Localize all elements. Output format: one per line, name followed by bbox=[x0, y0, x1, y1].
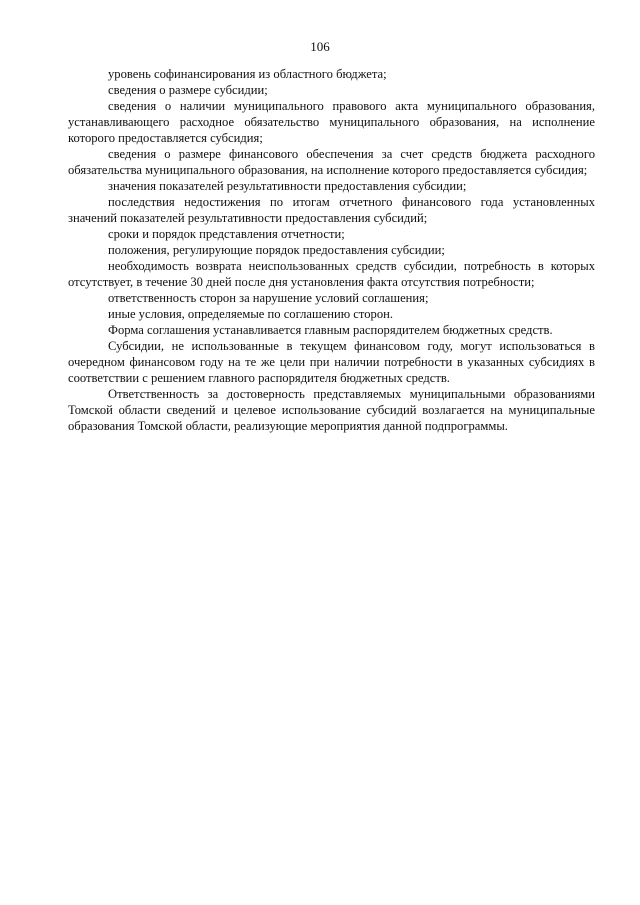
page-number: 106 bbox=[310, 39, 330, 54]
paragraph: уровень софинансирования из областного бюджета; bbox=[108, 67, 387, 81]
document-body bbox=[68, 66, 595, 434]
paragraph: значения показателей результативности предоставления субсидии; bbox=[108, 179, 467, 193]
paragraph: иные условия, определяемые по соглашению сторон. bbox=[108, 307, 394, 321]
paragraph: Форма соглашения устанавливается главным распорядителем бюджетных средств. bbox=[108, 323, 553, 337]
paragraph: Субсидии, не использованные в текущем финансовом году, могут использоваться в очередном финансовом году на те же цели при наличии потребности в указанных субсидиях в соответствии с решением главного распорядителя бюджетных средств. bbox=[68, 339, 595, 385]
paragraph: сведения о размере субсидии; bbox=[108, 83, 268, 97]
paragraph: последствия недостижения по итогам отчетного финансового года установленных значений показателей результативности предоставления субсидий; bbox=[68, 195, 595, 225]
paragraph: Ответственность за достоверность представляемых муниципальными образованиями Томской области сведений и целевое использование субсидий возлагается на муниципальные образования Томской области, реализующие мероприятия данной подпрограммы. bbox=[68, 387, 595, 433]
paragraph: необходимость возврата неиспользованных средств субсидии, потребность в которых отсутствует, в течение 30 дней после дня установления факта отсутствия потребности; bbox=[68, 259, 595, 289]
paragraph: сведения о размере финансового обеспечения за счет средств бюджета расходного обязательства муниципального образования, на исполнение которого предоставляется субсидия; bbox=[68, 147, 595, 177]
paragraph: сведения о наличии муниципального правового акта муниципального образования, устанавливающего расходное обязательство муниципального образования, на исполнение которого предоставляется субсидия; bbox=[68, 99, 595, 145]
paragraph: сроки и порядок представления отчетности; bbox=[108, 227, 345, 241]
paragraph: ответственность сторон за нарушение условий соглашения; bbox=[108, 291, 429, 305]
paragraph: положения, регулирующие порядок предоставления субсидии; bbox=[108, 243, 445, 257]
